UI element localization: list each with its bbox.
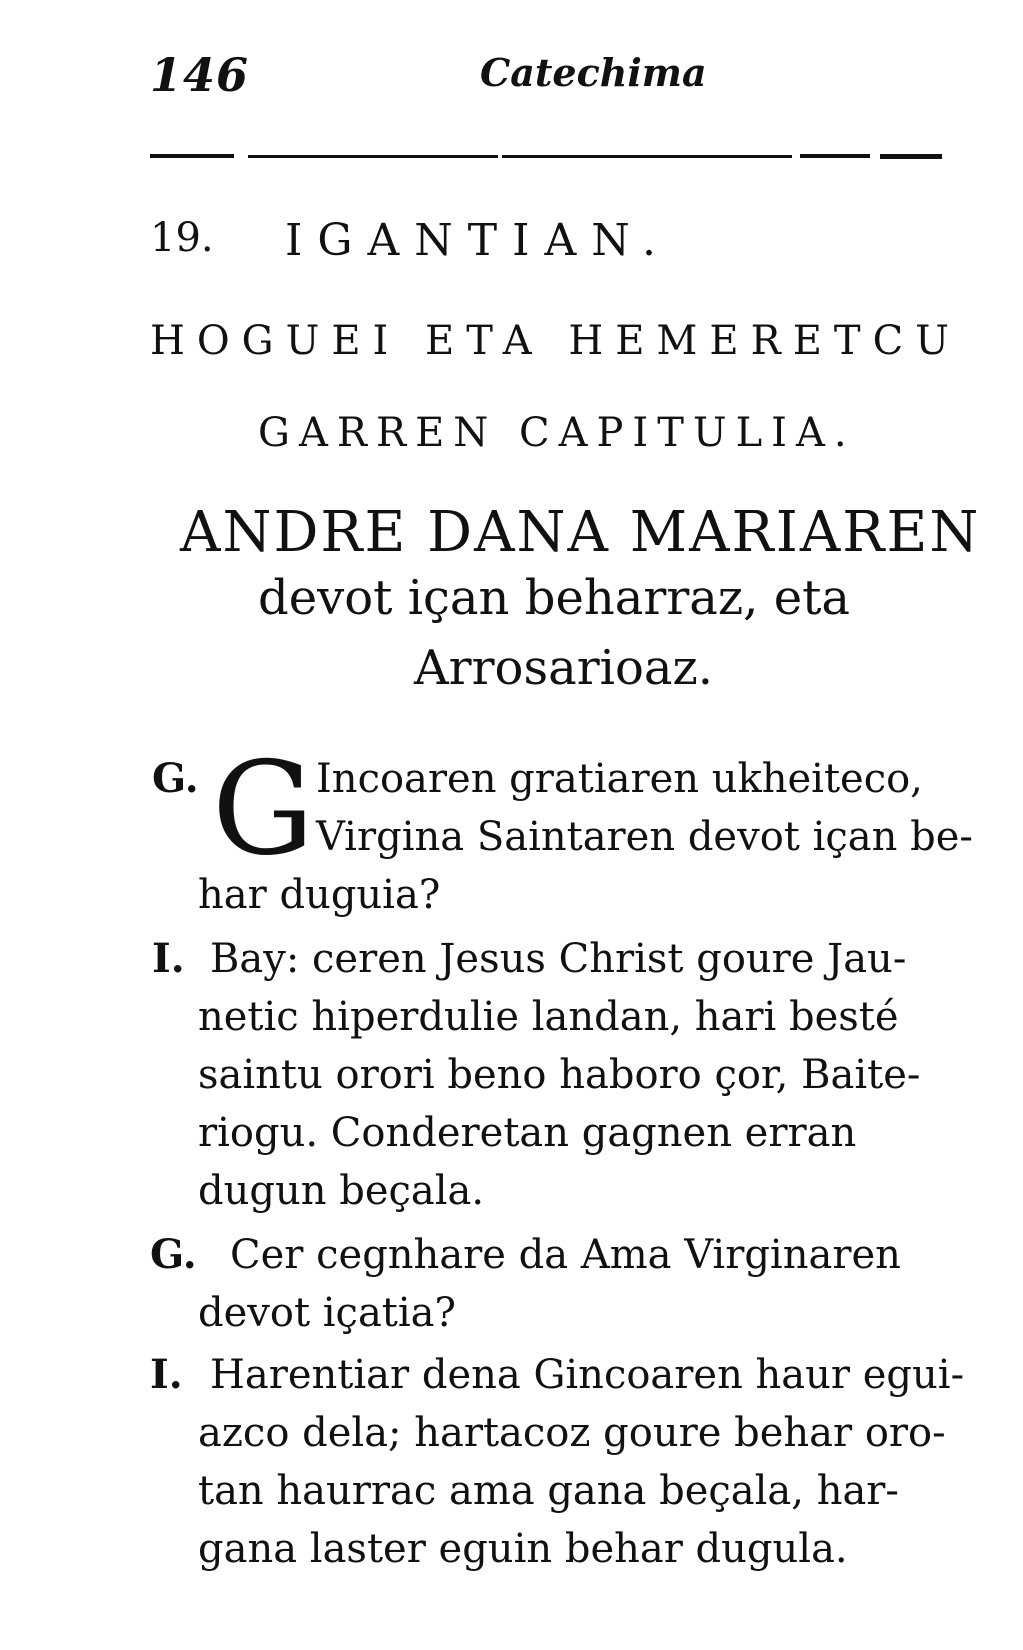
text-line: Harentiar dena Gincoaren haur egui-	[210, 1352, 965, 1398]
running-title: Catechima	[480, 50, 707, 95]
question-marker: G.	[150, 1231, 197, 1278]
running-head	[150, 42, 950, 102]
text-line: netic hiperdulie landan, hari besté	[198, 994, 899, 1040]
heading-title: ANDRE DANA MARIAREN	[180, 500, 981, 565]
text-line: riogu. Conderetan gagnen erran	[198, 1110, 857, 1156]
section-label: IGANTIAN.	[285, 215, 671, 266]
text-line: dugun beçala.	[198, 1168, 485, 1214]
heading-line-2: GARREN CAPITULIA.	[258, 410, 856, 456]
question-marker: G.	[152, 755, 199, 802]
text-line: Bay: ceren Jesus Christ goure Jau-	[210, 936, 907, 982]
text-line: har duguia?	[198, 872, 441, 918]
section-number: 19.	[150, 215, 214, 261]
text-line: Incoaren gratiaren ukheiteco,	[316, 756, 923, 802]
text-line: tan haurrac ama gana beçala, har-	[198, 1468, 899, 1514]
text-line: saintu orori beno haboro çor, Baite-	[198, 1052, 921, 1098]
page-number: 146	[150, 48, 250, 102]
drop-cap: G	[212, 735, 315, 884]
header-rule	[150, 150, 942, 164]
text-line: Virgina Saintaren devot içan be-	[316, 814, 973, 860]
text-line: Cer cegnhare da Ama Virginaren	[230, 1232, 901, 1278]
answer-marker: I.	[150, 1351, 183, 1398]
heading-line-1: HOGUEI ETA HEMERETCU	[150, 318, 961, 364]
answer-marker: I.	[152, 935, 185, 982]
text-line: devot içatia?	[198, 1290, 456, 1336]
subheading-line-1: devot içan beharraz, eta	[258, 570, 851, 626]
subheading-line-2: Arrosarioaz.	[414, 640, 714, 696]
text-line: gana laster eguin behar dugula.	[198, 1526, 848, 1572]
text-line: azco dela; hartacoz goure behar oro-	[198, 1410, 946, 1456]
